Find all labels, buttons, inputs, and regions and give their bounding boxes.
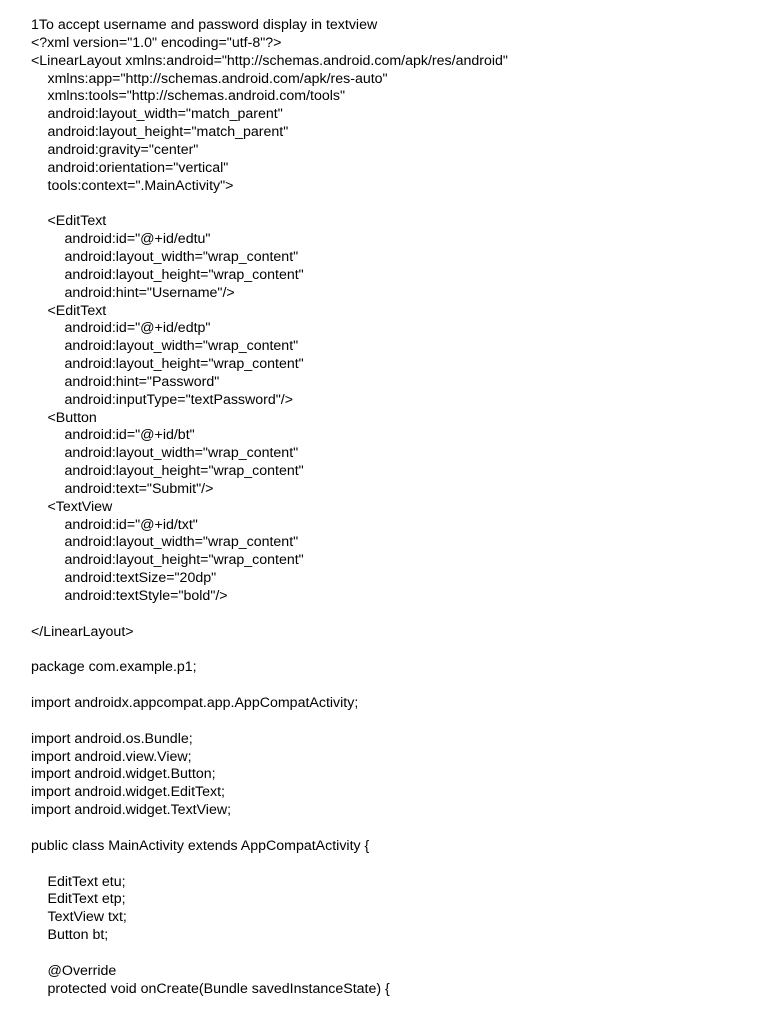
text-line: android:layout_height="wrap_content" [64,356,304,373]
text-line: android:layout_height="wrap_content" [64,552,304,569]
text-line: <LinearLayout xmlns:android="http://schemas.android.com/apk/res/android" [31,52,508,69]
text-line: 1To accept username and password display in textview [31,17,378,33]
text-line: android:layout_height="wrap_content" [64,463,304,480]
text-line: <?xml version="1.0" encoding="utf-8"?> [31,34,282,51]
text-line: xmlns:tools="http://schemas.android.com/tools" [47,88,346,105]
text-line: android:id="@+id/edtp" [64,320,211,337]
text-line: import android.widget.Button; [31,766,216,783]
text-line: TextView txt; [47,909,127,926]
text-line: android:orientation="vertical" [47,159,229,176]
blank-line [31,713,758,731]
text-line: <EditText [47,302,107,319]
text-line: android:layout_width="match_parent" [47,106,283,123]
blank-line [31,606,758,624]
text-line: android:gravity="center" [47,141,199,158]
text-line: Button bt; [47,927,109,944]
text-line: package com.example.p1; [31,659,197,676]
text-line: android:hint="Username"/> [64,284,235,301]
text-line: protected void onCreate(Bundle savedInstanceState) { [47,980,390,997]
blank-line [31,642,758,660]
blank-line [31,945,758,963]
blank-line [31,677,758,695]
text-line: tools:context=".MainActivity"> [47,177,234,194]
text-line: import android.os.Bundle; [31,730,193,747]
text-line: import androidx.appcompat.app.AppCompatActivity; [31,695,359,712]
text-line: EditText etu; [47,873,126,890]
blank-line [31,820,758,838]
text-line: android:id="@+id/bt" [64,427,195,444]
text-line: android:hint="Password" [64,373,220,390]
text-line: android:textSize="20dp" [64,570,217,587]
blank-line [31,195,758,213]
text-line: android:layout_width="wrap_content" [64,338,299,355]
text-line: android:layout_width="wrap_content" [64,445,299,462]
text-line: EditText etp; [47,891,126,908]
text-line: android:layout_width="wrap_content" [64,534,299,551]
text-line: android:layout_height="match_parent" [47,124,289,141]
text-line: android:layout_height="wrap_content" [64,266,304,283]
text-line: import android.widget.TextView; [31,802,232,819]
text-line: @Override [47,962,117,979]
text-line: android:inputType="textPassword"/> [64,391,294,408]
document-body [31,17,758,998]
text-line: import android.view.View; [31,748,192,765]
text-line: <TextView [47,498,113,515]
text-line: android:id="@+id/edtu" [64,231,211,248]
text-line: <Button [47,409,97,426]
text-line: android:textStyle="bold"/> [64,588,228,604]
blank-line [31,856,758,874]
text-line: android:text="Submit"/> [64,480,214,497]
text-line: public class MainActivity extends AppCompatActivity { [31,837,370,854]
text-line: xmlns:app="http://schemas.android.com/apk/res-auto" [47,70,388,87]
text-line: </LinearLayout> [31,623,134,640]
text-line: <EditText [47,213,107,230]
text-line: android:layout_width="wrap_content" [64,248,299,265]
text-line: android:id="@+id/txt" [64,516,198,533]
text-line: import android.widget.EditText; [31,784,225,801]
document-page [31,17,758,998]
